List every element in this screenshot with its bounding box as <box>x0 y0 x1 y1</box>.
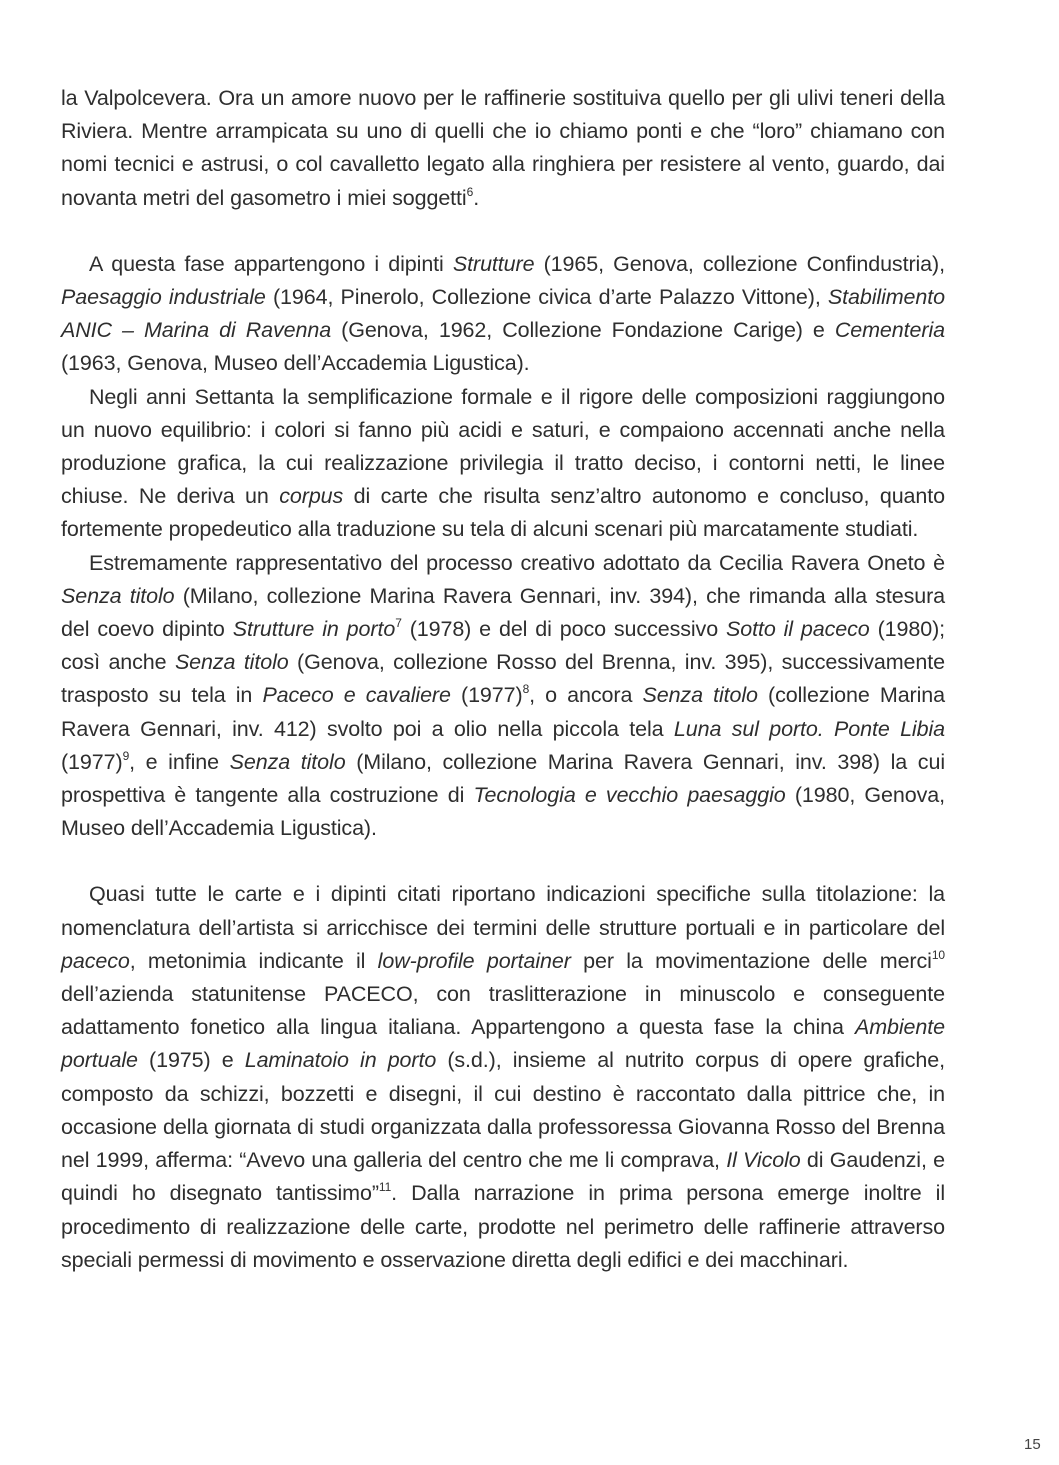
text-run: . <box>473 185 480 210</box>
body-text <box>61 82 945 1277</box>
text-run: , e infine <box>129 749 230 774</box>
italic-title: Senza titolo <box>229 749 346 774</box>
paragraph <box>61 547 945 846</box>
text-run: , o ancora <box>529 683 643 708</box>
text-run: (1964, Pinerolo, Collezione civica d’arte Palazzo Vittone), <box>265 285 828 310</box>
italic-title: Il Vicolo <box>726 1148 801 1173</box>
text-run: A questa fase appartengono i dipinti <box>89 251 453 276</box>
paragraph <box>61 248 945 381</box>
text-run: di Gaudenzi, e quindi ho disegnato tantissimo” <box>61 1148 945 1206</box>
text-run: (1978) e del di poco successivo <box>401 617 726 642</box>
text-run: Estremamente rappresentativo del processo creativo adottato da Cecilia Ravera Oneto è <box>89 550 945 575</box>
italic-title: Paesaggio industriale <box>61 285 266 310</box>
italic-title: Paceco e cavaliere <box>262 683 451 708</box>
text-run: (1963, Genova, Museo dell’Accademia Ligustica). <box>61 351 530 376</box>
text-run: (1980); così anche <box>61 617 946 675</box>
footnote-ref: 8 <box>522 682 530 697</box>
text-run: (1965, Genova, collezione Confindustria), <box>534 251 945 276</box>
text-run: (Genova, collezione Rosso del Brenna, inv. 395), successivamente trasposto su tela in <box>61 650 946 708</box>
italic-title: paceco <box>61 948 130 973</box>
text-run: (1980, Genova, Museo dell’Accademia Ligustica). <box>61 783 945 841</box>
italic-title: Senza titolo <box>61 583 175 608</box>
text-run: per la movimentazione delle merci <box>570 948 932 973</box>
text-run: Quasi tutte le carte e i dipinti citati riportano indicazioni specifiche sulla titolazione: la nomenclatura dell’artista si arricchisce dei termini delle strutture portuali e in particolare del <box>61 882 945 940</box>
italic-title: Laminatoio in porto <box>244 1048 437 1073</box>
text-run: (1975) e <box>137 1048 245 1073</box>
italic-title: Strutture in porto <box>232 617 396 642</box>
italic-title: corpus <box>279 484 344 509</box>
text-run: . Dalla narrazione in prima persona emerge inoltre il procedimento di realizzazione delle carte, prodotte nel perimetro delle raffinerie attraverso speciali permessi di movimento e osservazione diretta degli edifici e dei macchinari. <box>61 1181 945 1272</box>
italic-title: Stabilimento ANIC – Marina di Ravenna <box>61 285 946 343</box>
text-run: (Genova, 1962, Collezione Fondazione Carige) e <box>331 318 835 343</box>
italic-title: Luna sul porto. Ponte Libia <box>673 716 945 741</box>
footnote-ref: 6 <box>466 184 474 199</box>
text-run: (s.d.), insieme al nutrito corpus di opere grafiche, composto da schizzi, bozzetti e disegni, il cui destino è raccontato dalla pittrice che, in occasione della giornata di studi organizzata dalla professoressa Giovanna Rosso del Brenna nel 1999, afferma: “Avevo una galleria del centro che me li comprava, <box>61 1048 945 1173</box>
paragraph <box>61 381 945 547</box>
italic-title: low-profile portainer <box>377 948 571 973</box>
text-run: , metonimia indicante il <box>129 948 378 973</box>
page-number: 15 <box>1024 1436 1041 1453</box>
text-run: (collezione Marina Ravera Gennari, inv. 412) svolto poi a olio nella piccola tela <box>61 683 945 741</box>
italic-title: Strutture <box>452 251 535 276</box>
text-run: (1977) <box>450 683 523 708</box>
italic-title: Cementeria <box>834 318 945 343</box>
italic-title: Ambiente portuale <box>61 1015 945 1073</box>
footnote-ref: 7 <box>395 616 402 631</box>
text-run: Negli anni Settanta la semplificazione formale e il rigore delle composizioni raggiungono un nuovo equilibrio: i colori si fanno più acidi e saturi, e compaiono accennati anche nella produzione grafica, la cui realizzazione privilegia il tratto deciso, i contorni netti, le linee chiuse. Ne deriva un <box>61 384 945 509</box>
text-run: (Milano, collezione Marina Ravera Gennari, inv. 394), che rimanda alla stesura del coevo dipinto <box>61 583 945 642</box>
paragraph <box>61 878 945 1276</box>
paragraph <box>61 82 945 215</box>
text-run: la Valpolcevera. Ora un amore nuovo per le raffinerie sostituiva quello per gli ulivi teneri della Riviera. Mentre arrampicata su uno di quelli che io chiamo ponti e che “loro” chiamano con nomi tecnici e astrusi, o col cavalletto legato alla ringhiera per resistere al vento, guardo, dai novanta metri del gasometro i miei soggetti <box>61 86 945 210</box>
text-run: di carte che risulta senz’altro autonomo e concluso, quanto fortemente propedeutico alla traduzione su tela di alcuni scenari più marcatamente studiati. <box>61 484 946 542</box>
footnote-ref: 10 <box>931 947 945 962</box>
italic-title: Senza titolo <box>642 683 758 708</box>
text-run: (Milano, collezione Marina Ravera Gennari, inv. 398) la cui prospettiva è tangente alla costruzione di <box>61 749 945 808</box>
text-run: (1977) <box>61 749 123 774</box>
italic-title: Sotto il paceco <box>726 617 870 642</box>
italic-title: Senza titolo <box>174 650 289 675</box>
footnote-ref: 11 <box>378 1180 392 1195</box>
text-run: dell’azienda statunitense PACECO, con traslitterazione in minuscolo e conseguente adattamento fonetico alla lingua italiana. Appartengono a questa fase la china <box>61 982 945 1040</box>
italic-title: Tecnologia e vecchio paesaggio <box>473 783 786 808</box>
footnote-ref: 9 <box>122 748 130 763</box>
